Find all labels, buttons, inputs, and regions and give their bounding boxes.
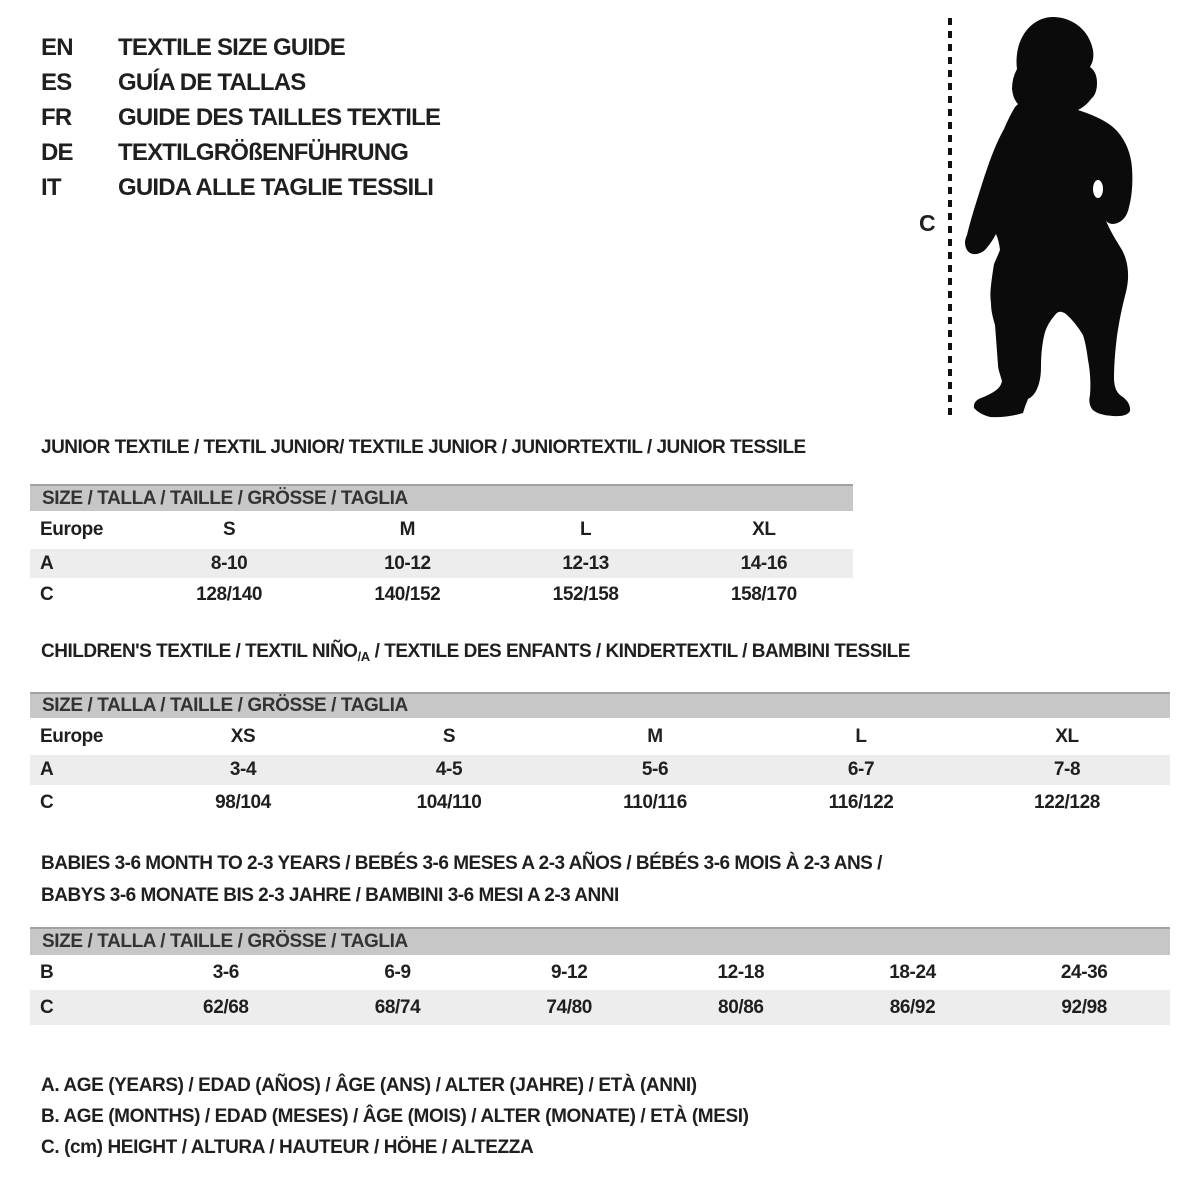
age-cell: 12-13 — [562, 552, 609, 574]
age-cell: 10-12 — [384, 552, 431, 574]
lang-row-en — [41, 30, 440, 65]
age-cell: 8-10 — [210, 552, 248, 574]
height-cell: 116/122 — [828, 791, 894, 813]
babies-months-row — [30, 955, 1170, 990]
height-cell: 62/68 — [203, 996, 249, 1018]
lang-label: TEXTILE SIZE GUIDE — [118, 33, 345, 61]
height-cell: 86/92 — [889, 996, 936, 1018]
lang-label: TEXTILGRÖßENFÜHRUNG — [118, 138, 409, 166]
section-babies-textile — [30, 853, 1170, 1028]
months-cell: 6-9 — [384, 961, 411, 983]
junior-section-title: JUNIOR TEXTILE / TEXTIL JUNIOR/ TEXTILE JUNIOR / JUNIORTEXTIL / JUNIOR TESSILE — [41, 437, 806, 458]
section-junior-textile — [30, 437, 853, 617]
column-header-cell: S — [222, 519, 236, 540]
babies-section-title-line2: BABYS 3-6 MONATE BIS 2-3 JAHRE / BAMBINI 3-6 MESI A 2-3 ANNI — [41, 885, 619, 906]
children-age-row — [30, 755, 1170, 785]
lang-code: FR — [41, 103, 72, 131]
column-header-cell: XL — [1055, 725, 1079, 747]
column-header-cell: L — [580, 519, 592, 540]
months-cell: 18-24 — [889, 961, 936, 983]
region-label: Europe — [40, 725, 104, 747]
months-cell: 12-18 — [717, 961, 765, 983]
lang-label: GUIDA ALLE TAGLIE TESSILI — [118, 173, 434, 201]
column-header-cell: L — [855, 725, 867, 747]
age-cell: 7-8 — [1053, 759, 1081, 780]
legend-block — [41, 1070, 749, 1163]
children-section-title — [41, 641, 910, 663]
babies-section-title-line1: BABIES 3-6 MONTH TO 2-3 YEARS / BEBÉS 3-6 MESES A 2-3 AÑOS / BÉBÉS 3-6 MOIS À 2-3 ANS / — [41, 853, 882, 874]
legend-line-age-years: A. AGE (YEARS) / EDAD (AÑOS) / ÂGE (ANS) / ALTER (JAHRE) / ETÀ (ANNI) — [41, 1074, 697, 1096]
language-title-list — [41, 30, 440, 205]
age-cell: 5-6 — [641, 759, 669, 780]
row-label: A — [40, 759, 54, 780]
children-height-row — [30, 785, 1170, 820]
lang-label: GUÍA DE TALLAS — [118, 68, 306, 96]
row-label: B — [40, 961, 54, 983]
region-label: Europe — [40, 519, 104, 540]
height-cell: 80/86 — [718, 996, 764, 1018]
lang-label: GUIDE DES TAILLES TEXTILE — [118, 103, 441, 131]
age-cell: 14-16 — [740, 552, 788, 574]
babies-size-header-bar: SIZE / TALLA / TAILLE / GRÖSSE / TAGLIA — [30, 927, 1170, 955]
baby-silhouette-figure — [905, 0, 1160, 430]
age-cell: 3-4 — [229, 759, 257, 780]
height-cell: 92/98 — [1061, 996, 1107, 1018]
children-title-post: / TEXTILE DES ENFANTS / KINDERTEXTIL / BAMBINI TESSILE — [369, 641, 910, 662]
row-label: A — [40, 552, 54, 574]
legend-line-age-months: B. AGE (MONTHS) / EDAD (MESES) / ÂGE (MOIS) / ALTER (MONATE) / ETÀ (MESI) — [41, 1105, 749, 1127]
months-cell: 9-12 — [550, 961, 588, 983]
height-cell: 140/152 — [374, 584, 441, 605]
hand-gap-notch — [1093, 180, 1103, 198]
height-cell: 68/74 — [374, 996, 421, 1018]
lang-row-es — [41, 65, 440, 100]
children-title-pre: CHILDREN'S TEXTILE / TEXTIL NIÑO — [41, 641, 358, 662]
height-cell: 128/140 — [196, 584, 263, 605]
children-title-subscript: /A — [357, 649, 370, 664]
height-cell: 98/104 — [215, 791, 271, 813]
junior-size-header-bar: SIZE / TALLA / TAILLE / GRÖSSE / TAGLIA — [30, 484, 853, 511]
height-cell: 152/158 — [552, 584, 619, 605]
lang-code: EN — [41, 33, 73, 61]
legend-line-height-cm: C. (cm) HEIGHT / ALTURA / HAUTEUR / HÖHE / ALTEZZA — [41, 1136, 534, 1158]
junior-age-row — [30, 549, 853, 578]
lang-row-fr — [41, 100, 440, 135]
height-marker-label: C — [919, 210, 936, 236]
column-header-cell: XL — [752, 519, 776, 540]
lang-code: IT — [41, 173, 61, 201]
children-column-header-row — [30, 718, 1170, 755]
height-cell: 110/116 — [623, 791, 687, 813]
row-label: C — [40, 584, 54, 605]
height-cell: 122/128 — [1034, 791, 1100, 813]
column-header-cell: M — [647, 725, 663, 747]
section-childrens-textile — [30, 641, 1170, 826]
lang-code: DE — [41, 138, 73, 166]
junior-height-row — [30, 578, 853, 612]
children-size-header-bar: SIZE / TALLA / TAILLE / GRÖSSE / TAGLIA — [30, 692, 1170, 718]
lang-row-de — [41, 135, 440, 170]
row-label: C — [40, 791, 54, 813]
age-cell: 4-5 — [435, 759, 463, 780]
babies-height-row — [30, 990, 1170, 1025]
height-cell: 74/80 — [546, 996, 592, 1018]
months-cell: 3-6 — [212, 961, 239, 983]
row-label: C — [40, 996, 54, 1018]
column-header-cell: S — [442, 725, 456, 747]
column-header-cell: XS — [230, 725, 256, 747]
age-cell: 6-7 — [847, 759, 875, 780]
column-header-cell: M — [399, 519, 416, 540]
height-measure-figure — [905, 0, 1160, 430]
junior-column-header-row — [30, 511, 853, 549]
lang-row-it — [41, 170, 440, 205]
height-cell: 158/170 — [730, 584, 797, 605]
baby-silhouette — [965, 17, 1132, 417]
months-cell: 24-36 — [1060, 961, 1108, 983]
lang-code: ES — [41, 68, 72, 96]
height-cell: 104/110 — [416, 791, 482, 813]
